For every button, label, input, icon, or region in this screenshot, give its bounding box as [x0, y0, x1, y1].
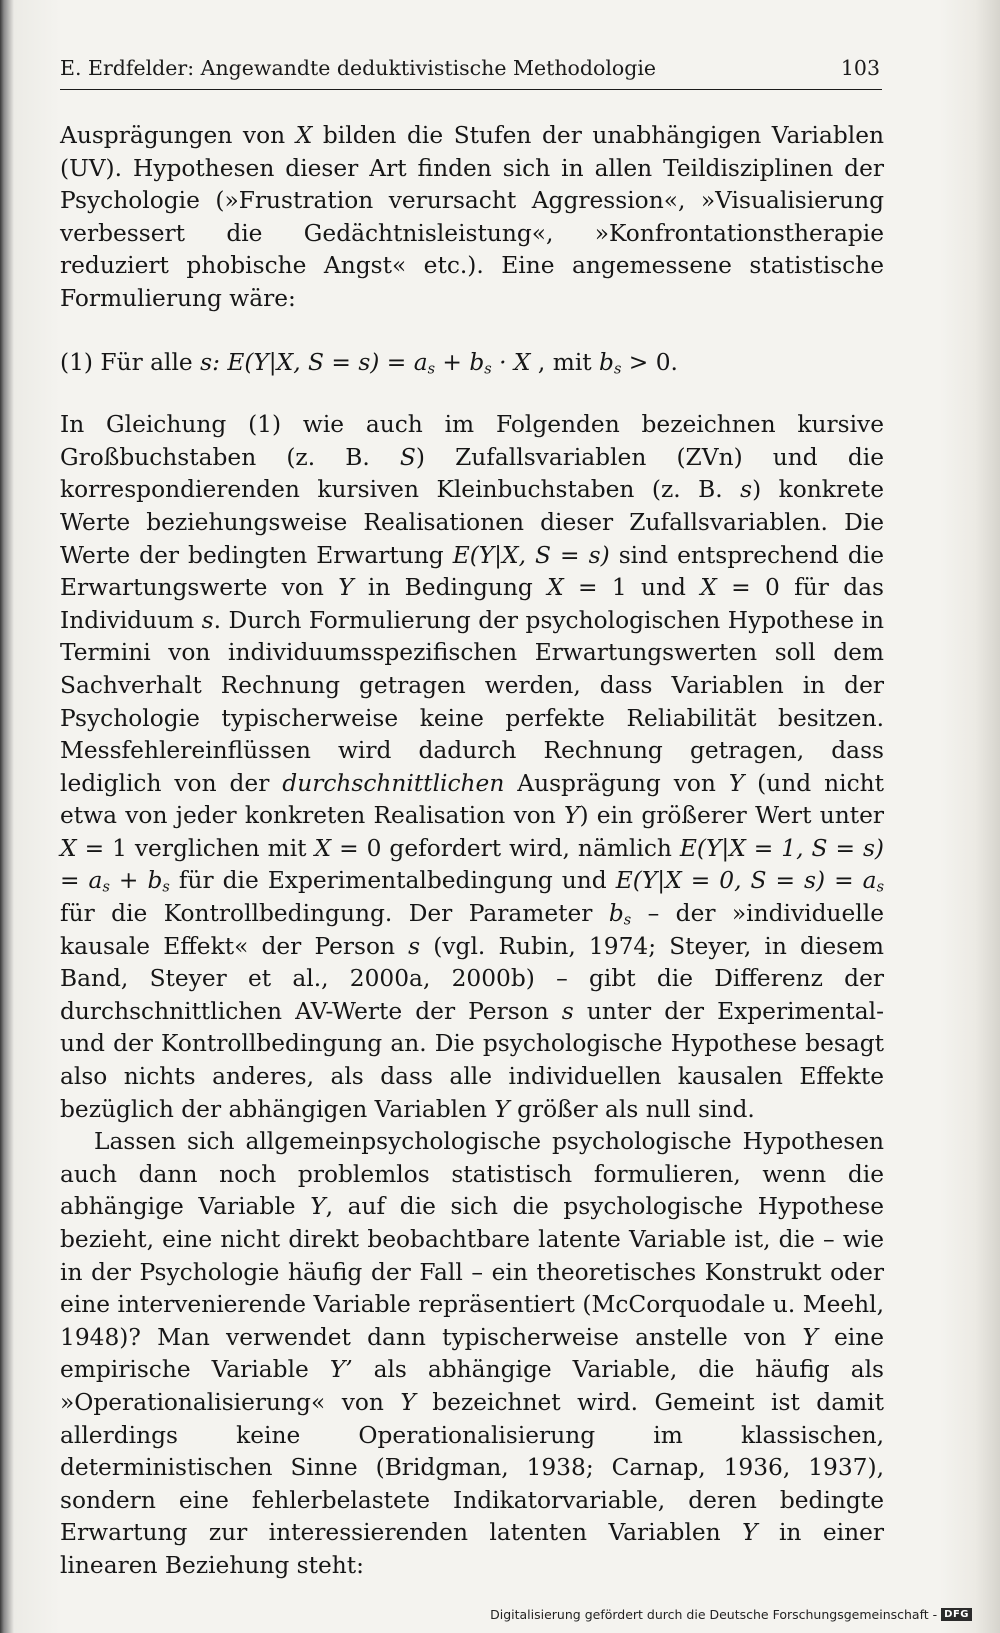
paragraph-3: Lassen sich allgemeinpsychologische psychologische Hypothesen auch dann noch problemlos statistisch formulieren, wenn die abhängige Variable Y, auf die sich die psychologische Hypothese bezieht, eine nicht direkt beobachtbare latente Variable ist, die – wie in der Psychologie häufig der Fall – ein theoretisches Konstrukt oder eine intervenierende Variable repräsentiert (McCorquodale u. Meehl, 1948)? Man verwendet dann typischerweise anstelle von Y eine empirische Variable Y’ als abhängige Variable, die häufig als »Operationalisierung« von Y bezeichnet wird. Gemeint ist damit allerdings keine Operationalisierung im klassischen, deterministischen Sinne (Bridgman, 1938; Carnap, 1936, 1937), sondern eine fehlerbelastete Indikatorvariable, deren bedingte Erwartung zur interessierenden latenten Variablen Y in einer linearen Beziehung steht: — [60, 1128, 885, 1579]
paragraph-2: In Gleichung (1) wie auch im Folgenden bezeichnen kursive Großbuchstaben (z. B. S) Zufallsvariablen (ZVn) und die korrespondierenden kursiven Kleinbuchstaben (z. B. s) konkrete Werte beziehungsweise Realisationen dieser Zufallsvariablen. Die Werte der bedingten Erwartung E(Y|X, S = s) sind entsprechend die Erwartungswerte von Y in Bedingung X = 1 und X = 0 für das Individuum s. Durch Formulierung der psychologischen Hypothese in Termini von individuumsspezifischen Erwartungswerten soll dem Sachverhalt Rechnung getragen werden, dass Variablen in der Psychologie typischerweise keine perfekte Reliabilität besitzen. Messfehlereinflüssen wird dadurch Rechnung getragen, dass lediglich von der durchschnittlichen Ausprägung von Y (und nicht etwa von jeder konkreten Realisation von Y) ein größerer Wert unter X = 1 verglichen mit X = 0 gefordert wird, nämlich E(Y|X = 1, $S = s) = a_s + b_s$ für die Experimentalbedingung und E(Y|X = 0, $S = s) = a_s$ für die Kontrollbedingung. Der Parameter $b_s$ – der »individuelle kausale Effekt« der Person s (vgl. Rubin, 1974; Steyer, in diesem Band, Steyer et al., 2000a, 2000b) – gibt die Differenz der durchschnittlichen AV-Werte der Person s unter der Experimental- und der Kontrollbedingung an. Die psychologische Hypothese besagt also nichts anderes, als dass alle individuellen kausalen Effekte bezüglich der abhängigen Variablen Y größer als null sind. — [60, 411, 884, 1123]
footer-text: Digitalisierung gefördert durch die Deutsche Forschungsgemeinschaft - — [490, 1606, 938, 1622]
digitization-footer — [490, 1605, 972, 1623]
running-head — [60, 56, 880, 88]
dfg-logo-icon: DFG — [941, 1608, 972, 1621]
running-title: E. Erdfelder: Angewandte deduktivistische Methodologie — [60, 56, 657, 80]
page-number: 103 — [840, 56, 880, 80]
header-rule — [60, 89, 882, 90]
equation-1: (1) Für alle s: E(Y|X, $S = s) = a_s + b_s \cdot X$ , mit $b_s > 0$. — [60, 348, 678, 378]
paragraph-1: Ausprägungen von X bilden die Stufen der unabhängigen Variablen (UV). Hypothesen dieser Art finden sich in allen Teildisziplinen der Psychologie (»Frustration verursacht Aggression«, »Visualisierung verbessert die Gedächtnisleistung«, »Konfrontationstherapie reduziert phobische Angst« etc.). Eine angemessene statistische Formulierung wäre: — [60, 122, 884, 312]
body-text — [60, 120, 884, 1583]
